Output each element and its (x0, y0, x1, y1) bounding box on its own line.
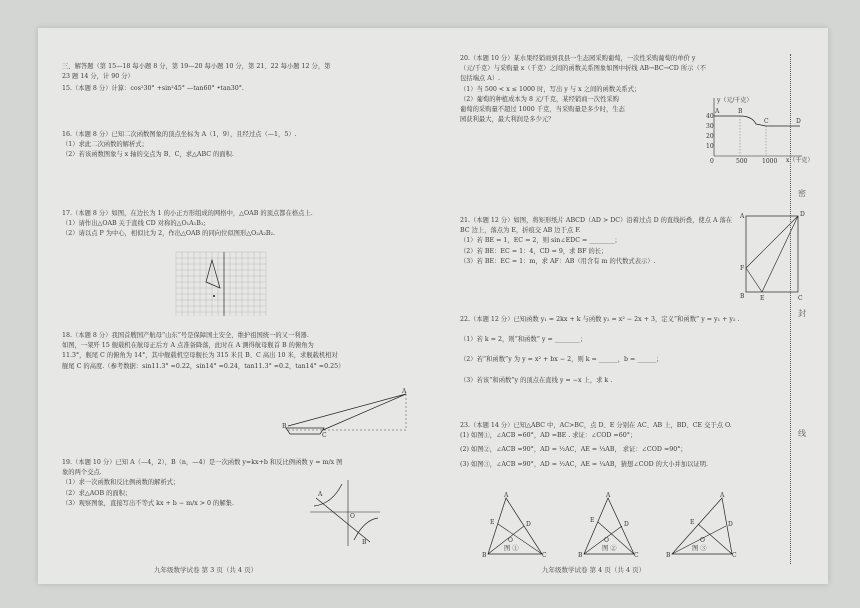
svg-text:B: B (362, 539, 367, 546)
question-15 (62, 84, 244, 94)
svg-text:D: D (800, 211, 805, 218)
price-graph (704, 96, 814, 165)
question-17 (62, 209, 313, 240)
question-part: 园获利最大，最大利润是多少元？ (460, 116, 555, 124)
svg-text:B: B (578, 552, 583, 559)
question-part: （3）观察图象，直接写出不等式 kx + b − m/x > 0 的解集. (62, 499, 234, 507)
graph-point-label: C (764, 118, 769, 125)
svg-text:E: E (760, 295, 765, 302)
svg-text:B: B (282, 423, 287, 430)
question-part: （2）若“和函数”y 为 y = x² + bx − 2，则 k = ______，b = ______； (460, 356, 663, 364)
question-20 (460, 54, 706, 125)
figure-label: 图 ③ (692, 545, 707, 552)
question-part: （1）当 500 < x ≤ 1000 时，写出 y 与 x 之间的函数关系式； (460, 85, 641, 93)
price-line (714, 116, 800, 126)
question-18 (62, 331, 344, 372)
question-text: 舰尾 C 的高度.（参考数据：sin11.3° ≈0.22，sin14° ≈0.24，tan11.3° ≈0.2，tan14° ≈0.25） (62, 362, 345, 370)
question-text: 16.（本题 8 分）已知二次函数图象的顶点坐标为 A（1，9），且经过点（—1，5）. (62, 131, 297, 138)
question-text: 17.（本题 8 分）如图，在边长为 1 的小正方形组成的网格中，△OAB 的顶点都在格点上. (62, 210, 313, 217)
margin-label: 密 (798, 189, 806, 198)
svg-text:B: B (666, 552, 671, 559)
question-23 (460, 421, 732, 470)
svg-text:C: C (542, 552, 547, 559)
section-header (62, 62, 330, 82)
question-part: (2) 如图②，∠ACB =90°，AD = ½AC，AE = ⅓AB， 求证：∠COD =90°； (460, 446, 687, 454)
graph-point-label: A (715, 108, 720, 115)
question-text: 21.（本题 12 分）如图，将矩形纸片 ABCD（AD > DC）沿着过点 D 的直线折叠，使点 A 落在 (460, 217, 733, 224)
question-part: (3) 如图③，∠ACB =90°，AD = ½AC，AE = ¼AB，猜想∠COD 的大小并加以证明. (460, 460, 709, 468)
svg-text:A: A (720, 492, 725, 499)
question-part: （2）葡萄的种植成本为 8 元/千克，某经销商一次性采购 (460, 95, 619, 103)
svg-text:E: E (690, 519, 695, 526)
svg-text:D: D (728, 521, 733, 528)
question-16 (62, 130, 297, 161)
question-part: （2）若 BE：EC = 1：4，CD = 9，求 BF 的长； (460, 247, 608, 255)
graph-xtick: 500 (736, 158, 748, 165)
question-part: （1）若 BE = 1，EC = 2，则 sin∠EDC = ________； (460, 237, 621, 245)
question-22 (460, 315, 740, 386)
svg-text:C: C (732, 552, 737, 559)
question-text: 23.（本题 14 分）已知△ABC 中，AC>BC，点 D、E 分别在 AC、AB 上，BD、CE 交于点 O. (460, 422, 732, 429)
question-text: 11.3°，舰尾 C 的俯角为 14°，其中舰载机空母舰长为 315 米且 B、C 高出 10 米，求舰载机相对 (62, 352, 338, 360)
margin-label: 封 (798, 309, 806, 318)
svg-text:A: A (402, 388, 407, 395)
question-part: （1）求一次函数和反比例函数的解析式； (62, 479, 180, 487)
svg-text:C: C (322, 432, 327, 439)
question-part: （2）若该函数图象与 x 轴的交点为 B、C，求△ABC 的面积. (62, 151, 234, 159)
svg-text:D: D (624, 521, 629, 528)
svg-text:C: C (798, 295, 803, 302)
svg-text:O: O (508, 537, 513, 544)
figure-label: 图 ② (602, 545, 617, 552)
svg-text:F: F (740, 265, 745, 272)
hyperbola-figure (310, 480, 380, 546)
figure-label: 图 ① (504, 545, 519, 552)
svg-text:C: C (634, 552, 639, 559)
question-part: （3）若 BE：EC = 1：m，求 AF：AB（用含有 m 的代数式表示）. (460, 257, 656, 265)
svg-text:B: B (482, 552, 487, 559)
question-part: （2）求△AOB 的面积； (62, 489, 132, 497)
grid-figure (176, 252, 266, 316)
carrier-ship (286, 428, 324, 434)
svg-text:O: O (604, 537, 609, 544)
question-text: 15.（本题 8 分）计算：cos²30° +sin²45° —tan60° •tan30°. (62, 85, 244, 92)
question-21 (460, 216, 732, 267)
graph-xtick: 1000 (762, 158, 778, 165)
svg-text:D: D (526, 521, 531, 528)
carrier-figure (278, 390, 408, 440)
question-part: （1）请作出△OAB 关于直线 CD 对称的△O₁A₁B₁; (62, 220, 206, 228)
question-part: （1）若 k = 2，则“和函数” y = ________； (460, 336, 587, 344)
graph-xlabel: x（千克） (786, 157, 814, 164)
graph-ylabel: y（元/千克） (717, 97, 753, 104)
svg-text:B: B (740, 293, 745, 300)
exam-sheet (38, 28, 828, 584)
point-p (213, 295, 215, 297)
question-part: （2）请以点 P 为中心，相似比为 2，作出△OAB 的同向位似图形△O₂A₂B₂. (62, 230, 276, 238)
question-part: (1) 如图①，∠ACB =60°，AD =BE . 求证：∠COD =60°； (460, 432, 637, 440)
graph-ytick: 30 (706, 123, 714, 130)
question-19 (62, 458, 342, 509)
graph-point-label: D (796, 118, 801, 125)
svg-text:A: A (318, 491, 323, 498)
page-4 (452, 28, 814, 584)
graph-ytick: 40 (706, 113, 714, 120)
svg-text:A: A (504, 492, 509, 499)
question-part: 葡萄的采购量不超过 1000 千克，当采购量是多少时，生态 (460, 106, 625, 114)
margin-label: 线 (798, 429, 806, 438)
question-text: 包括端点 A）. (460, 75, 501, 83)
binding-line (790, 54, 791, 564)
graph-ytick: 10 (706, 143, 714, 150)
graph-xtick: 0 (710, 158, 714, 165)
svg-text:O: O (350, 513, 355, 520)
question-text: 20.（本题 10 分）某水果经销商到我县一生态园采购葡萄，一次性采购葡萄的单价 y (460, 55, 696, 62)
page-3 (38, 28, 436, 584)
question-part: （1）求此二次函数的解析式； (62, 141, 148, 149)
question-text: 18.（本题 8 分）我国首艘国产航母“山东”号是保障国土安全，维护祖国统一的又一利器. (62, 332, 309, 339)
question-part: （3）若该“和函数”y 的顶点在直线 y = −x 上，求 k . (460, 376, 613, 384)
question-text: 19.（本题 10 分）已知 A（—4，2），B（n，—4）是一次函数 y=kx+b 和反比例函数 y = m/x 图 (62, 459, 343, 466)
question-text: 如图，一架歼 15 舰载机在航母正后方 A 点准备降落，此时在 A 测得航母舰首 B 的俯角为 (62, 342, 314, 350)
question-text: 22.（本题 12 分）已知函数 y₁ = 2kx + k 与函数 y₂ = x² − 2x + 3，定义“和函数” y = y₁ + y₂ . (460, 316, 740, 323)
svg-text:A: A (606, 492, 611, 499)
section-line: 三、解答题（第 15—18 每小题 8 分，第 19—20 每小题 10 分，第 21、22 每小题 12 分，第 (62, 63, 331, 70)
page-footer: 九年级数学试卷 第 3 页（共 4 页） (154, 566, 258, 574)
section-line: 23 题 14 分，计 90 分） (62, 73, 134, 81)
svg-text:E: E (590, 517, 595, 524)
svg-text:O: O (700, 537, 705, 544)
graph-ytick: 20 (706, 133, 714, 140)
rectangle-fold-figure (740, 210, 806, 300)
question-text: BC 边上，落点为 E，折痕交 AB 边于点 F. (460, 227, 581, 235)
graph-point-label: B (738, 108, 743, 115)
svg-text:E: E (490, 519, 495, 526)
svg-text:A: A (740, 213, 745, 220)
page-footer: 九年级数学试卷 第 4 页（共 4 页） (542, 566, 646, 574)
question-text: （元/千克）与采购量 x（千克）之间的函数关系图象如图中折线 AB→BC→CD 所示（不 (460, 65, 707, 73)
question-text: 象的两个交点. (62, 469, 102, 477)
